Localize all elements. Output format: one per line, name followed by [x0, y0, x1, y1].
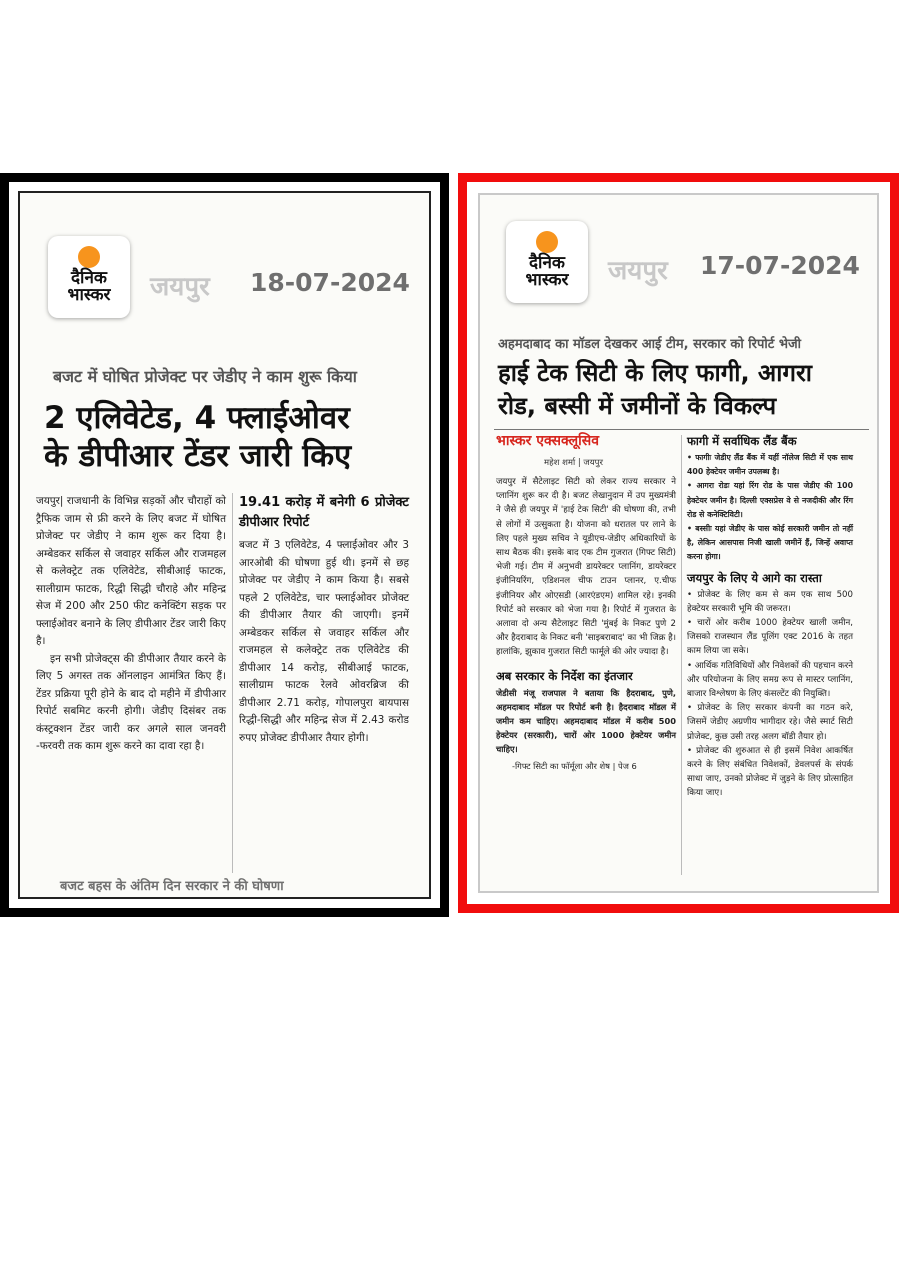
kicker: अहमदाबाद का मॉडल देखकर आई टीम, सरकार को रिपोर्ट भेजी — [498, 337, 801, 352]
path-bullet: • चारों ओर करीब 1000 हेक्टेयर खाली जमीन, जिसको राजस्थान लैंड पूलिंग एक्ट 2016 के तहत काम लिया जा सके। — [687, 618, 853, 657]
logo-text-line1: दैनिक — [71, 268, 107, 288]
sun-icon — [78, 246, 100, 268]
dainik-bhaskar-logo — [48, 236, 130, 318]
path-bullet: • प्रोजेक्ट के लिए सरकार कंपनी का गठन करे, जिसमें जेडीए अग्रणीय भागीदार रहे। जैसे स्मार्ट सिटी प्रोजेक्ट, कुछ उसी तरह अलग बॉडी तैयार हो। — [687, 703, 853, 742]
column-2 — [239, 493, 409, 747]
paragraph: इन सभी प्रोजेक्ट्स की डीपीआर तैयार करने के लिए 5 अगस्त तक ऑनलाइन आमंत्रित किए हैं। टेंडर प्रक्रिया पूरी होने के बाद दो महीने में डीपीआर रिपोर्ट सबमिट करनी होगी। जेडीए दिसंबर तक कंस्ट्रक्शन टेंडर जारी कर अगले साल जनवरी -फरवरी तक काम शुरू करने का दावा रहा है। — [36, 652, 226, 752]
column-divider — [681, 435, 682, 875]
edition-label: जयपुर — [608, 256, 668, 286]
exclusive-tag — [496, 431, 599, 450]
header-rule — [494, 429, 869, 430]
dainik-bhaskar-logo — [506, 221, 588, 303]
side-box — [687, 431, 853, 801]
cut-off-footer: बजट बहस के अंतिम दिन सरकार ने की घोषणा — [60, 879, 284, 894]
headline — [498, 357, 812, 423]
kicker: बजट में घोषित प्रोजेक्ट पर जेडीए ने काम शुरू किया — [53, 367, 357, 386]
box-bullet: • फागीः जेडीए लैंड बैंक में यहीं नॉलेज सिटी में एक साथ 400 हेक्टेयर जमीन उपलब्ध है। — [687, 453, 853, 477]
subheading: 19.41 करोड़ में बनेगी 6 प्रोजेक्ट डीपीआर रिपोर्ट — [239, 495, 409, 530]
path-bullet: • प्रोजेक्ट की शुरुआत से ही इसमें निवेश आकर्षित करने के लिए संबंधित निवेशकों, डेवलपर्स के संपर्क साधा जाए, उनको प्रोजेक्ट में जुड़ने के लिए प्रोत्साहित किया जाए। — [687, 745, 853, 799]
byline: महेश शर्मा | जयपुर — [544, 458, 603, 468]
paragraph: बजट में 3 एलिवेटेड, 4 फ्लाईओवर और 3 आरओबी की घोषणा हुई थी। इनमें से छह प्रोजेक्ट पर जेडीए ने काम किया है। सबसे पहले 2 एलिवेटेड, चार फ्लाईओवर प्रोजेक्ट की डीपीआर तैयार की जाएगी। इनमें अम्बेडकर सर्किल से जवाहर सर्किल और राजमहल से कलेक्ट्रेट तक एलिवेटेड की डीपीआर 14 करोड़, सीबीआई फाटक, सालीग्राम फाटक रेलवे ओवरब्रिज की डीपीआर 2.71 करोड़, गोपालपुरा बायपास रिद्धी-सिद्धी और महिन्द्र सेज में 2.43 करोड रुपए प्रोजेक्ट डीपीआर तैयार होगी। — [239, 539, 409, 744]
logo-text-line2: भास्कर — [525, 270, 569, 290]
headline-line2: रोड, बस्सी में जमीनों के विकल्प — [498, 392, 777, 420]
right-clipping-frame — [458, 173, 899, 913]
right-newspaper-clip — [478, 193, 879, 893]
publication-date: 17-07-2024 — [700, 251, 860, 280]
box-title: फागी में सर्वाधिक लैंड बैंक — [687, 434, 797, 448]
sun-icon — [536, 231, 558, 253]
path-bullet: • आर्थिक गतिविधियों और निवेशकों की पहचान करने और परियोजना के लिए समग्र रूप से मास्टर प्लानिंग, बाजार विश्लेषण के लिए कंसल्टेंट की नियुक्ति। — [687, 660, 853, 700]
subheading-waiting: अब सरकार के निर्देश का इंतजार — [496, 668, 633, 683]
continue-link[interactable]: -गिफ्ट सिटी का फॉर्मूला और शेष | पेज 6 — [512, 760, 637, 771]
logo-text-line1: दैनिक — [529, 253, 565, 273]
headline-line1: 2 एलिवेटेड, 4 फ्लाईओवर — [44, 400, 350, 436]
left-newspaper-clip — [18, 191, 431, 899]
column-1 — [36, 493, 226, 756]
box-bullet: • आगरा रोडः यहां रिंग रोड के पास जेडीए की 100 हेक्टेयर जमीन है। दिल्ली एक्सप्रेस वे से नजदीकी और रिंग रोड से कनेक्टिविटी। — [687, 481, 853, 519]
right-clipping-border — [467, 182, 890, 904]
exclusive-label: भास्कर एक्सक्लूसिव — [496, 433, 600, 449]
left-clipping-frame — [0, 173, 449, 917]
logo-text-line2: भास्कर — [67, 285, 111, 305]
main-story — [496, 475, 676, 773]
headline — [44, 400, 351, 476]
path-bullet: • प्रोजेक्ट के लिए कम से कम एक साथ 500 हेक्टेयर सरकारी भूमि की जरूरत। — [687, 589, 853, 614]
column-divider — [232, 493, 233, 873]
subheading-path: जयपुर के लिए ये आगे का रास्ता — [687, 570, 822, 585]
edition-label: जयपुर — [150, 272, 210, 302]
headline-line1: हाई टेक सिटी के लिए फागी, आगरा — [498, 359, 812, 387]
paragraph: जयपुर में सैटेलाइट सिटी को लेकर राज्य सरकार ने प्लानिंग शुरू कर दी है। बजट लेखानुदान में उप मुख्यमंत्री ने जैसे ही जयपुर में 'हाई टेक सिटी' की घोषणा की, तभी से लोगों में उत्सुकता है। योजना को धरातल पर लाने के लिए पहले मुख्य सचिव ने यूडीएच-जेडीए अधिकारियों के साथ बैठक की। इसके बाद एक टीम गुजरात (गिफ्ट सिटी) भेजी गई। टीम में अनुभवी डायरेक्टर प्लानिंग, डायरेक्टर इंजीनियरिंग, एडिशनल चीफ टाउन प्लानर, ए.चीफ इंजीनियर और ओएसडी (आरएंडएम) शामिल रहे। इनकी रिपोर्ट को सरकार को भेजा गया है। रिपोर्ट में गुजरात के अलावा दो अन्य सैटेलाइट सिटी 'मुंबई के निकट पुणे 2 और हैदराबाद के निकट बनी 'साइबराबाद' का भी जिक्र है। हालांकि, झुकाव गुजरात सिटी फार्मूले की ओर ज्यादा है। — [496, 477, 676, 658]
headline-line2: के डीपीआर टेंडर जारी किए — [44, 437, 352, 474]
paragraph: जयपुर| राजधानी के विभिन्न सड़कों और चौराहों को ट्रैफिक जाम से फ्री करने के लिए बजट में घोषित प्रोजेक्ट पर जेडीए ने काम शुरू कर दिया है। अम्बेडकर सर्किल से जवाहर सर्किल और राजमहल से कलेक्ट्रेट तक एलिवेटेड, सीबीआई फाटक, सालीग्राम फाटक, रिद्धी सिद्धी चौराहे और महिन्द्र सेज में 200 और 250 फीट कनेक्टिंग सड़क पर फ्लाईओवर बनाने के लिए डीपीआर टेंडर जारी किए है। — [36, 495, 226, 647]
left-clipping-border — [9, 182, 440, 908]
paragraph: जेडीसी मंजू राजपाल ने बताया कि हैदराबाद, पुणे, अहमदाबाद मॉडल पर रिपोर्ट बनी है। हैदराबाद मॉडल में जमीन कम चाहिए। अहमदाबाद मॉडल में करीब 500 हेक्टेयर (सरकारी), चारों ओर 1000 हेक्टेयर जमीन चाहिए। — [496, 687, 676, 755]
publication-date: 18-07-2024 — [250, 268, 410, 297]
box-bullet: • बस्सीः यहां जेडीए के पास कोई सरकारी जमीन तो नहीं है, लेकिन आसपास निजी खाली जमीनें हैं, जिन्हें अवाप्त करना होगा। — [687, 524, 853, 562]
